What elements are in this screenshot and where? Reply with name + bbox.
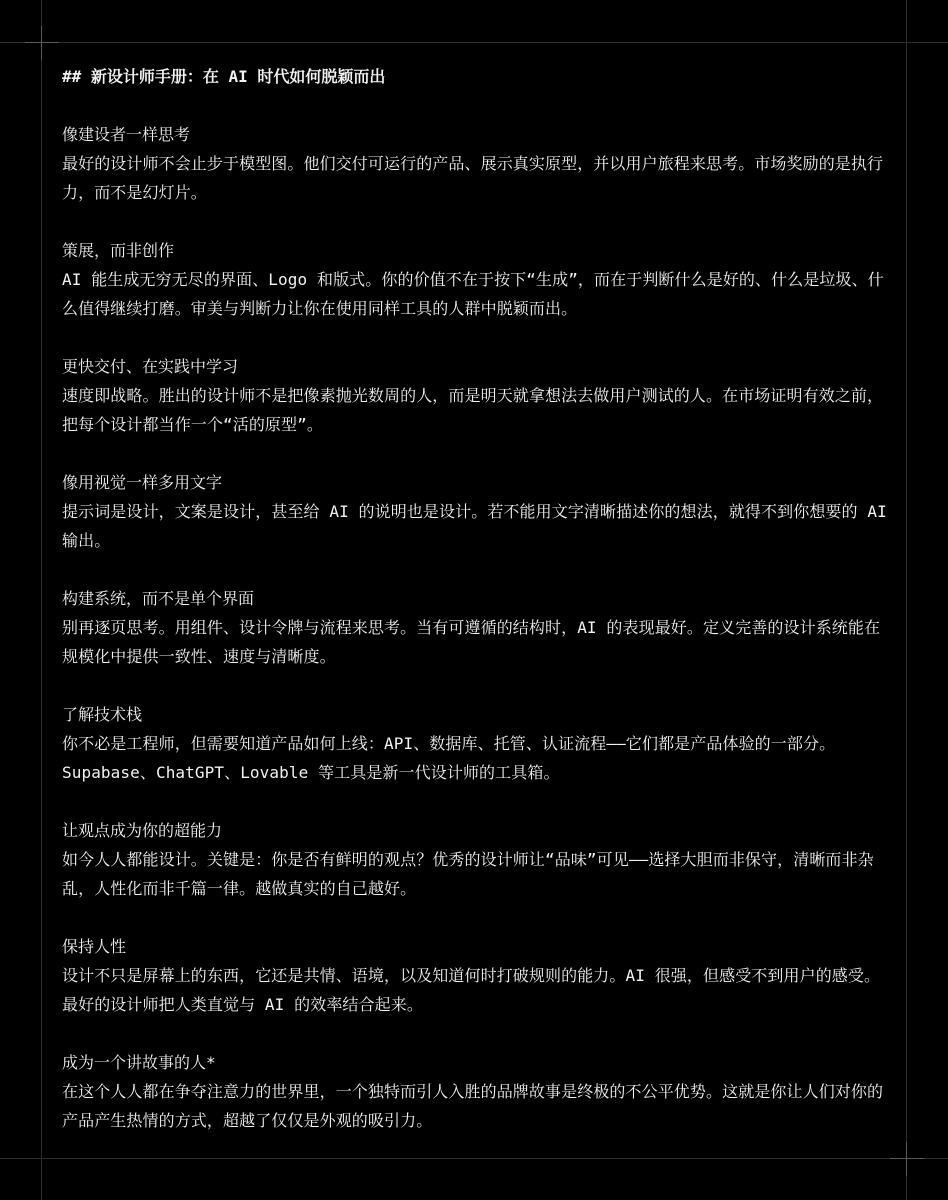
section-body: 你不必是工程师，但需要知道产品如何上线：API、数据库、托管、认证流程——它们都是产品体验的一部分。Supabase、ChatGPT、Lovable 等工具是新一代设计师的工具箱。 xyxy=(62,734,836,782)
section-body: 速度即战略。胜出的设计师不是把像素抛光数周的人，而是明天就拿想法去做用户测试的人。在市场证明有效之前，把每个设计都当作一个“活的原型”。 xyxy=(62,386,884,434)
section-title: 策展，而非创作 xyxy=(62,241,175,260)
frame-top-line xyxy=(0,42,948,43)
crosshair-bottom-right-icon xyxy=(890,1142,924,1176)
section-title: 像建设者一样思考 xyxy=(62,125,191,144)
section-body: 设计不只是屏幕上的东西，它还是共情、语境，以及知道何时打破规则的能力。AI 很强，但感受不到用户的感受。最好的设计师把人类直觉与 AI 的效率结合起来。 xyxy=(62,966,881,1014)
section-body: 提示词是设计，文案是设计，甚至给 AI 的说明也是设计。若不能用文字清晰描述你的想法，就得不到你想要的 AI 输出。 xyxy=(62,502,887,550)
section-body: 最好的设计师不会止步于模型图。他们交付可运行的产品、展示真实原型，并以用户旅程来思考。市场奖励的是执行力，而不是幻灯片。 xyxy=(62,154,884,202)
section-body: 别再逐页思考。用组件、设计令牌与流程来思考。当有可遵循的结构时，AI 的表现最好。定义完善的设计系统能在规模化中提供一致性、速度与清晰度。 xyxy=(62,618,881,666)
section-storyteller xyxy=(62,1048,892,1135)
frame-right-line xyxy=(906,0,907,1200)
section-know-the-stack xyxy=(62,700,892,787)
section-title: 构建系统，而不是单个界面 xyxy=(62,589,255,608)
section-stay-human xyxy=(62,932,892,1019)
section-title: 了解技术栈 xyxy=(62,705,143,724)
section-body: AI 能生成无穷无尽的界面、Logo 和版式。你的价值不在于按下“生成”，而在于判断什么是好的、什么是垃圾、什么值得继续打磨。审美与判断力让你在使用同样工具的人群中脱颖而出。 xyxy=(62,270,884,318)
section-words-as-visuals xyxy=(62,468,892,555)
crosshair-top-left-icon xyxy=(25,26,59,60)
section-title: 让观点成为你的超能力 xyxy=(62,821,223,840)
document xyxy=(62,62,892,1164)
section-body: 如今人人都能设计。关键是：你是否有鲜明的观点？优秀的设计师让“品味”可见——选择大胆而非保守，清晰而非杂乱，人性化而非千篇一律。越做真实的自己越好。 xyxy=(62,850,874,898)
section-title: 更快交付、在实践中学习 xyxy=(62,357,239,376)
section-think-like-builder xyxy=(62,120,892,207)
section-title: 像用视觉一样多用文字 xyxy=(62,473,223,492)
document-heading: ## 新设计师手册：在 AI 时代如何脱颖而出 xyxy=(62,67,386,86)
section-point-of-view xyxy=(62,816,892,903)
section-title: 成为一个讲故事的人* xyxy=(62,1053,216,1072)
section-build-systems xyxy=(62,584,892,671)
section-body: 在这个人人都在争夺注意力的世界里，一个独特而引人入胜的品牌故事是终极的不公平优势。这就是你让人们对你的产品产生热情的方式，超越了仅仅是外观的吸引力。 xyxy=(62,1082,884,1130)
frame-left-line xyxy=(41,0,42,1200)
section-ship-faster xyxy=(62,352,892,439)
section-title: 保持人性 xyxy=(62,937,127,956)
section-curate-not-create xyxy=(62,236,892,323)
